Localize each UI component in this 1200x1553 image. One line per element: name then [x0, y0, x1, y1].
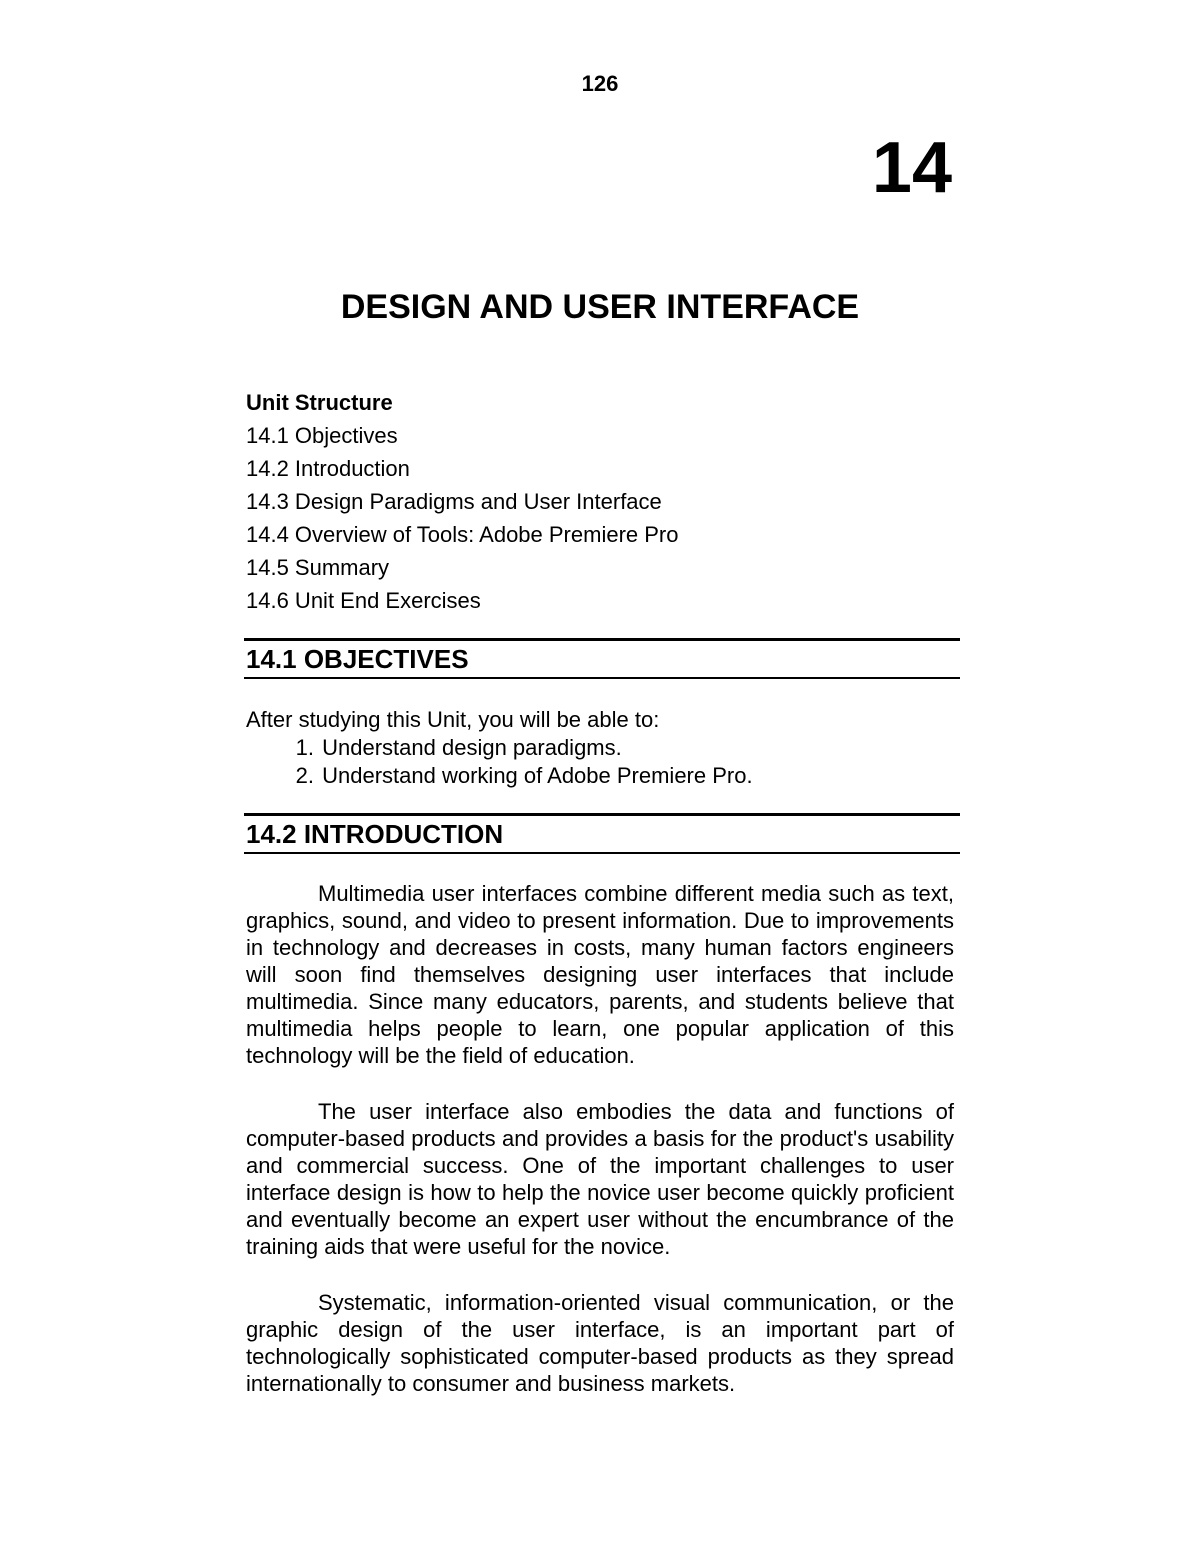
unit-structure-item: 14.2 Introduction [246, 456, 410, 481]
list-item-text: Understand working of Adobe Premiere Pro. [322, 763, 753, 788]
objectives-list [246, 734, 753, 790]
list-item-number: 1. [295, 735, 314, 760]
list-item-text: Understand design paradigms. [322, 735, 622, 760]
page-number: 126 [581, 71, 619, 96]
unit-structure-item: 14.6 Unit End Exercises [246, 588, 481, 613]
paragraph: Multimedia user interfaces combine different media such as text, graphics, sound, and video to present information. Due to improvements in technology and decreases in costs, many human factors engineers will soon find themselves designing user interfaces that include multimedia. Since many educators, parents, and students believe that multimedia helps people to learn, one popular application of this technology will be the field of education. [246, 881, 954, 1068]
section-heading-objectives: 14.1 OBJECTIVES [244, 638, 960, 679]
unit-structure-heading: Unit Structure [246, 390, 393, 415]
unit-structure [246, 386, 954, 617]
unit-structure-item: 14.5 Summary [246, 555, 390, 580]
list-item [246, 762, 753, 790]
unit-structure-item: 14.3 Design Paradigms and User Interface [246, 489, 662, 514]
chapter-title: DESIGN AND USER INTERFACE [340, 288, 860, 326]
paragraph: The user interface also embodies the data and functions of computer-based products and provides a basis for the product's usability and commercial success. One of the important challenges to user interface design is how to help the novice user become quickly proficient and eventually become an expert user without the encumbrance of the training aids that were useful for the novice. [246, 1099, 954, 1259]
objectives-intro: After studying this Unit, you will be able to: [246, 707, 660, 732]
list-item-number: 2. [295, 763, 314, 788]
chapter-number: 14 [871, 128, 952, 208]
unit-structure-list [246, 419, 954, 617]
unit-structure-item: 14.4 Overview of Tools: Adobe Premiere Pro [246, 522, 679, 547]
paragraph: Systematic, information-oriented visual communication, or the graphic design of the user interface, is an important part of technologically sophisticated computer-based products as they spread internationally to consumer and business markets. [246, 1290, 954, 1396]
unit-structure-item: 14.1 Objectives [246, 423, 398, 448]
list-item [246, 734, 753, 762]
section-heading-introduction: 14.2 INTRODUCTION [244, 813, 960, 854]
